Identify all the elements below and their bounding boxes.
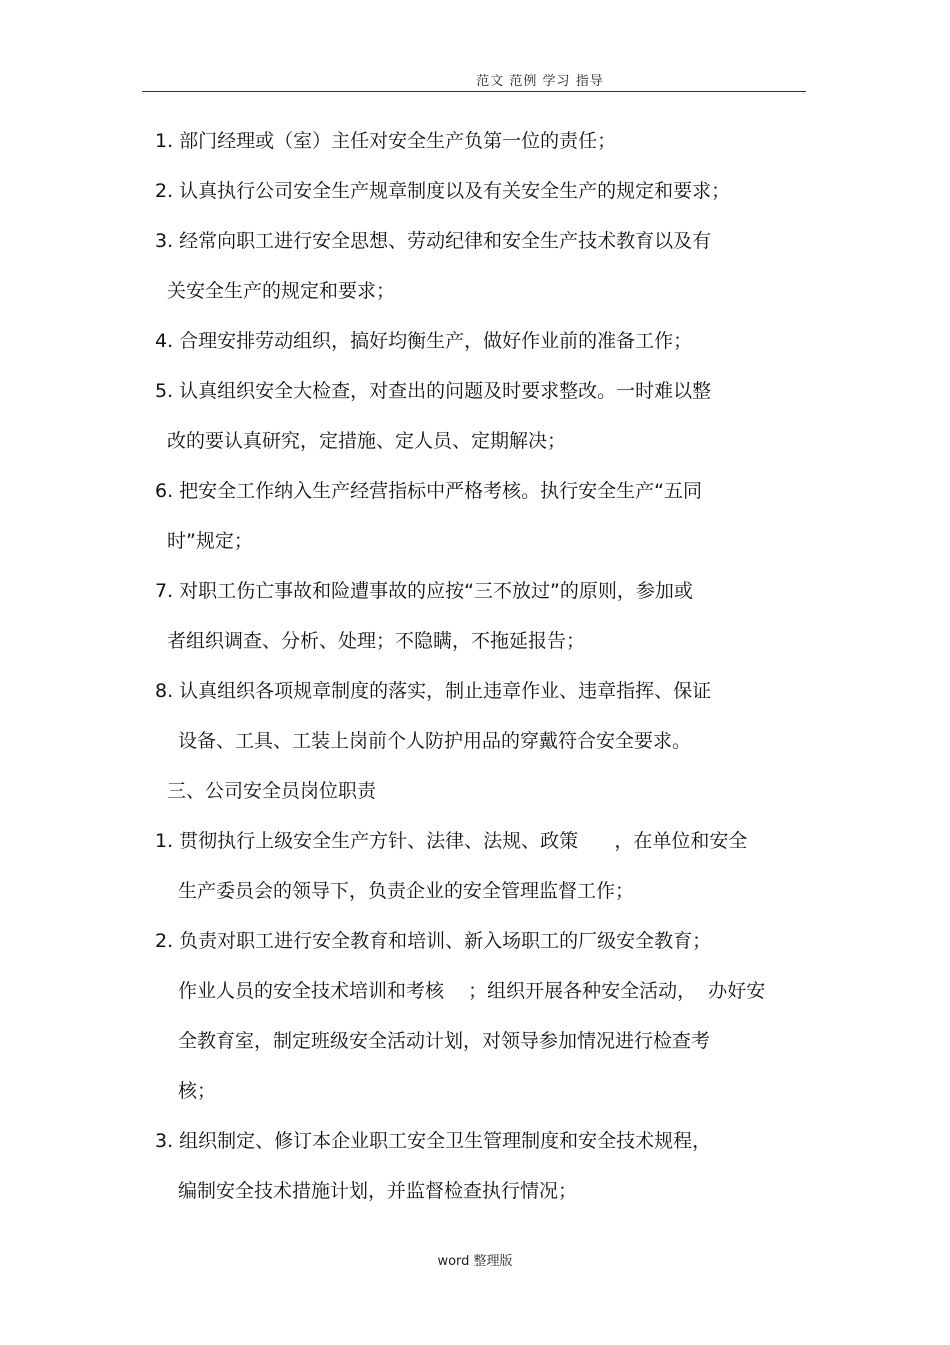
text-line-13: 设备、工具、工装上岗前个人防护用品的穿戴符合安全要求。	[178, 730, 692, 752]
page-footer: word 整理版	[437, 1254, 513, 1269]
text-line-8: 6. 把安全工作纳入生产经营指标中严格考核。执行安全生产“五同	[155, 480, 703, 502]
text-line-18: 作业人员的安全技术培训和考核 ；组织开展各种安全活动， 办好安	[178, 980, 766, 1002]
text-line-3: 3. 经常向职工进行安全思想、劳动纪律和安全生产技术教育以及有	[155, 230, 712, 252]
text-line-5: 4. 合理安排劳动组织，搞好均衡生产，做好作业前的准备工作；	[155, 330, 693, 352]
text-line-21: 3. 组织制定、修订本企业职工安全卫生管理制度和安全技术规程，	[155, 1130, 712, 1152]
text-line-6: 5. 认真组织安全大检查，对查出的问题及时要求整改。一时难以整	[155, 380, 712, 402]
text-line-19: 全教育室，制定班级安全活动计划，对领导参加情况进行检查考	[178, 1030, 711, 1052]
text-line-4: 关安全生产的规定和要求；	[167, 280, 396, 302]
header-divider	[142, 91, 806, 92]
text-line-22: 编制安全技术措施计划，并监督检查执行情况；	[178, 1180, 578, 1202]
section-heading: 三、公司安全员岗位职责	[167, 780, 377, 802]
text-line-9: 时”规定；	[167, 530, 253, 552]
text-line-11: 者组织调查、分析、处理；不隐瞒，不拖延报告；	[167, 630, 586, 652]
text-line-1: 1. 部门经理或（室）主任对安全生产负第一位的责任；	[155, 130, 617, 152]
text-line-20: 核；	[178, 1080, 217, 1102]
text-line-2: 2. 认真执行公司安全生产规章制度以及有关安全生产的规定和要求；	[155, 180, 731, 202]
text-line-17: 2. 负责对职工进行安全教育和培训、新入场职工的厂级安全教育；	[155, 930, 712, 952]
text-line-7: 改的要认真研究，定措施、定人员、定期解决；	[167, 430, 567, 452]
text-line-12: 8. 认真组织各项规章制度的落实，制止违章作业、违章指挥、保证	[155, 680, 712, 702]
text-line-10: 7. 对职工伤亡事故和险遭事故的应按“三不放过”的原则，参加或	[155, 580, 693, 602]
text-line-16: 生产委员会的领导下，负责企业的安全管理监督工作；	[178, 880, 635, 902]
page-header: 范文 范例 学习 指导	[476, 74, 604, 89]
text-line-15: 1. 贯彻执行上级安全生产方针、法律、法规、政策 ，在单位和安全	[155, 830, 748, 852]
